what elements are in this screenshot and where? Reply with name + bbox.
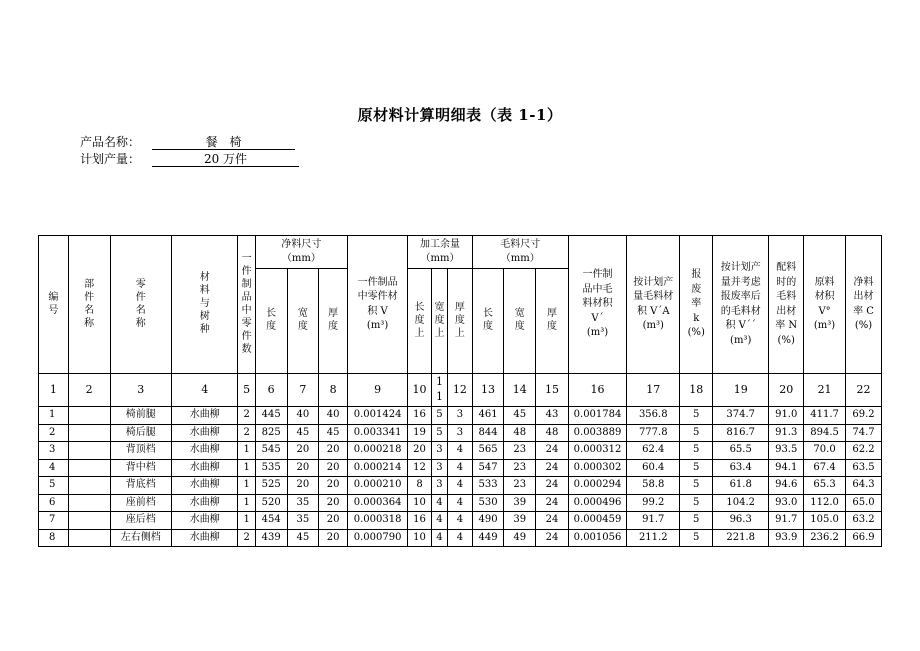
table-cell: 20 (287, 477, 319, 495)
table-cell: 63.4 (713, 459, 769, 477)
table-cell: 4 (431, 512, 447, 530)
table-cell (68, 494, 110, 512)
table-cell: 20 (319, 494, 348, 512)
table-cell: 0.000294 (568, 477, 626, 495)
table-cell: 533 (472, 477, 504, 495)
table-row (39, 494, 882, 512)
column-number: 9 (347, 374, 407, 407)
table-cell: 45 (287, 529, 319, 547)
table-cell: 20 (319, 477, 348, 495)
table-cell: 4 (448, 529, 473, 547)
table-cell: 水曲柳 (171, 459, 237, 477)
table-cell: 左右侧档 (110, 529, 171, 547)
table-cell (68, 442, 110, 460)
table-cell: 水曲柳 (171, 424, 237, 442)
table-cell: 24 (536, 529, 569, 547)
table-cell: 4 (448, 477, 473, 495)
product-name-value: 餐 椅 (152, 136, 295, 150)
table-cell: 水曲柳 (171, 512, 237, 530)
column-number: 3 (110, 374, 171, 407)
table-cell: 1 (238, 494, 255, 512)
column-number: 8 (319, 374, 348, 407)
table-cell: 211.2 (627, 529, 680, 547)
table-cell: 0.000302 (568, 459, 626, 477)
table-cell: 16 (408, 512, 432, 530)
header-cell: 按计划产量毛料材积 V´A (m³) (627, 236, 680, 374)
table-cell: 3 (431, 459, 447, 477)
table-cell: 99.2 (627, 494, 680, 512)
table-cell: 0.001784 (568, 407, 626, 425)
table-cell: 61.8 (713, 477, 769, 495)
table-cell: 70.0 (804, 442, 846, 460)
table-row (39, 477, 882, 495)
table-cell: 10 (408, 494, 432, 512)
table-cell: 94.1 (769, 459, 804, 477)
table-cell: 4 (39, 459, 69, 477)
header-cell: 按计划产量并考虑报废率后的毛料材积 V´´ (m³) (713, 236, 769, 374)
column-number: 19 (713, 374, 769, 407)
header-cell: 长度 (472, 269, 504, 374)
table-cell: 39 (504, 512, 536, 530)
table-cell: 490 (472, 512, 504, 530)
table-cell: 5 (39, 477, 69, 495)
table-cell: 374.7 (713, 407, 769, 425)
table-row (39, 529, 882, 547)
table-cell: 0.000210 (347, 477, 407, 495)
table-cell: 5 (680, 477, 713, 495)
header-cell: 配料时的毛料出材率 N (%) (769, 236, 804, 374)
table-cell: 7 (39, 512, 69, 530)
table-cell: 69.2 (846, 407, 882, 425)
column-number: 4 (171, 374, 237, 407)
table-cell: 411.7 (804, 407, 846, 425)
table-cell: 0.000318 (347, 512, 407, 530)
table-cell: 547 (472, 459, 504, 477)
table-cell: 24 (536, 512, 569, 530)
table-cell: 5 (680, 442, 713, 460)
table-cell: 4 (431, 494, 447, 512)
table-cell: 221.8 (713, 529, 769, 547)
table-cell: 35 (287, 494, 319, 512)
table-cell: 1 (238, 512, 255, 530)
header-cell: 宽度 (504, 269, 536, 374)
table-cell: 0.000218 (347, 442, 407, 460)
table-cell: 65.3 (804, 477, 846, 495)
table-cell: 水曲柳 (171, 477, 237, 495)
table-cell: 2 (238, 424, 255, 442)
table-cell: 1 (39, 407, 69, 425)
table-cell: 16 (408, 407, 432, 425)
table-cell: 20 (319, 512, 348, 530)
table-cell: 5 (680, 512, 713, 530)
table-cell: 0.000496 (568, 494, 626, 512)
table-cell: 23 (504, 459, 536, 477)
table-cell: 91.0 (769, 407, 804, 425)
column-number: 17 (627, 374, 680, 407)
product-name-line (80, 133, 295, 150)
table-cell: 63.2 (846, 512, 882, 530)
table-cell: 777.8 (627, 424, 680, 442)
table-cell: 525 (255, 477, 287, 495)
page-title: 原材料计算明细表（表 1-1） (357, 106, 563, 124)
table-row (39, 407, 882, 425)
column-number: 1 (39, 374, 69, 407)
table-cell: 105.0 (804, 512, 846, 530)
table-cell: 439 (255, 529, 287, 547)
column-number: 22 (846, 374, 882, 407)
table-cell: 530 (472, 494, 504, 512)
header-cell: 长度上 (408, 269, 432, 374)
planned-output-value: 20 万件 (152, 153, 299, 167)
header-cell: 材料与树种 (171, 236, 237, 374)
table-cell: 48 (536, 424, 569, 442)
table-cell: 45 (319, 424, 348, 442)
table-cell: 40 (287, 407, 319, 425)
table-cell: 20 (287, 442, 319, 460)
table-cell: 112.0 (804, 494, 846, 512)
table-cell: 93.0 (769, 494, 804, 512)
table-cell: 96.3 (713, 512, 769, 530)
table-cell: 4 (448, 494, 473, 512)
table-cell: 894.5 (804, 424, 846, 442)
header-cell: 厚度 (319, 269, 348, 374)
table-cell: 座前档 (110, 494, 171, 512)
table-cell: 5 (680, 529, 713, 547)
table-cell: 40 (319, 407, 348, 425)
table-cell: 93.9 (769, 529, 804, 547)
header-cell: 宽度上 (431, 269, 447, 374)
table-row (39, 459, 882, 477)
table-cell: 20 (319, 459, 348, 477)
header-cell: 净料尺寸 （mm） (255, 236, 347, 269)
header-cell: 原料材积 V° (m³) (804, 236, 846, 374)
column-number: 11 (431, 374, 447, 407)
table-cell: 5 (680, 494, 713, 512)
table-cell: 2 (238, 407, 255, 425)
table-cell: 3 (39, 442, 69, 460)
table-cell: 104.2 (713, 494, 769, 512)
table-cell: 背底档 (110, 477, 171, 495)
table-cell: 520 (255, 494, 287, 512)
table-cell: 10 (408, 529, 432, 547)
table-cell: 816.7 (713, 424, 769, 442)
column-number: 13 (472, 374, 504, 407)
table-cell: 23 (504, 442, 536, 460)
table-cell: 844 (472, 424, 504, 442)
header-cell: 一件制品中零件数 (238, 236, 255, 374)
table-cell: 39 (504, 494, 536, 512)
table-cell: 62.4 (627, 442, 680, 460)
column-number: 7 (287, 374, 319, 407)
table-cell (68, 512, 110, 530)
table-cell: 825 (255, 424, 287, 442)
header-cell: 长度 (255, 269, 287, 374)
table-cell: 461 (472, 407, 504, 425)
table-cell: 3 (448, 424, 473, 442)
table-cell: 8 (39, 529, 69, 547)
table-row (39, 424, 882, 442)
table-cell: 24 (536, 442, 569, 460)
table-cell: 23 (504, 477, 536, 495)
table-cell: 60.4 (627, 459, 680, 477)
table-cell: 0.000790 (347, 529, 407, 547)
table-cell: 1 (238, 459, 255, 477)
table-cell: 5 (431, 424, 447, 442)
table-cell: 24 (536, 477, 569, 495)
table-cell: 91.7 (627, 512, 680, 530)
table-cell: 65.5 (713, 442, 769, 460)
table-cell: 座后档 (110, 512, 171, 530)
table-cell: 3 (431, 442, 447, 460)
table-cell: 0.000312 (568, 442, 626, 460)
table-cell: 4 (448, 512, 473, 530)
table-row (39, 442, 882, 460)
table-cell: 0.000459 (568, 512, 626, 530)
table-cell: 0.000364 (347, 494, 407, 512)
table-cell: 水曲柳 (171, 494, 237, 512)
table-cell: 椅后腿 (110, 424, 171, 442)
column-number: 14 (504, 374, 536, 407)
table-cell: 45 (287, 424, 319, 442)
table-cell: 24 (536, 459, 569, 477)
header-cell: 加工余量 （mm） (408, 236, 472, 269)
table-cell: 0.003341 (347, 424, 407, 442)
table-cell (68, 424, 110, 442)
table-cell: 93.5 (769, 442, 804, 460)
table-cell: 35 (287, 512, 319, 530)
table-cell: 19 (408, 424, 432, 442)
table-cell: 565 (472, 442, 504, 460)
table-cell: 5 (680, 459, 713, 477)
table-cell: 背中档 (110, 459, 171, 477)
table-cell: 3 (431, 477, 447, 495)
column-number: 2 (68, 374, 110, 407)
column-number: 6 (255, 374, 287, 407)
table-cell: 94.6 (769, 477, 804, 495)
table-cell: 3 (448, 407, 473, 425)
header-cell: 宽度 (287, 269, 319, 374)
table-cell: 20 (319, 529, 348, 547)
table-cell: 5 (680, 424, 713, 442)
material-table (38, 235, 882, 547)
header-cell: 零件名称 (110, 236, 171, 374)
table-cell: 63.5 (846, 459, 882, 477)
header-cell: 毛料尺寸 （mm） (472, 236, 568, 269)
column-number: 15 (536, 374, 569, 407)
table-cell: 2 (238, 529, 255, 547)
table-cell: 535 (255, 459, 287, 477)
table-cell: 45 (504, 407, 536, 425)
product-name-label: 产品名称： (80, 135, 141, 149)
column-number: 5 (238, 374, 255, 407)
table-cell: 62.2 (846, 442, 882, 460)
table-cell: 水曲柳 (171, 529, 237, 547)
column-number: 20 (769, 374, 804, 407)
table-cell: 0.001424 (347, 407, 407, 425)
header-cell: 净料出材率 C (%) (846, 236, 882, 374)
table-cell: 449 (472, 529, 504, 547)
table-cell: 12 (408, 459, 432, 477)
table-cell: 5 (680, 407, 713, 425)
table-cell: 356.8 (627, 407, 680, 425)
table-cell: 67.4 (804, 459, 846, 477)
table-cell (68, 407, 110, 425)
table-cell: 椅前腿 (110, 407, 171, 425)
table-cell: 48 (504, 424, 536, 442)
table-cell: 91.3 (769, 424, 804, 442)
planned-output-line (80, 150, 299, 167)
table-cell: 74.7 (846, 424, 882, 442)
table-cell: 0.001056 (568, 529, 626, 547)
header-cell: 报废率 k (%) (680, 236, 713, 374)
table-row (39, 512, 882, 530)
table-cell: 6 (39, 494, 69, 512)
table-cell: 4 (431, 529, 447, 547)
table-cell: 背顶档 (110, 442, 171, 460)
header-cell: 一件制品中零件材积 V (m³) (347, 236, 407, 374)
table-cell: 454 (255, 512, 287, 530)
column-number: 18 (680, 374, 713, 407)
column-number: 16 (568, 374, 626, 407)
table-cell: 0.000214 (347, 459, 407, 477)
table-cell: 1 (238, 477, 255, 495)
planned-output-label: 计划产量： (80, 152, 141, 166)
header-cell: 厚度上 (448, 269, 473, 374)
table-body (39, 407, 882, 547)
table-cell: 水曲柳 (171, 442, 237, 460)
table-cell: 5 (431, 407, 447, 425)
table-cell: 64.3 (846, 477, 882, 495)
table-cell: 20 (408, 442, 432, 460)
table-cell: 58.8 (627, 477, 680, 495)
table-cell: 49 (504, 529, 536, 547)
table-cell: 66.9 (846, 529, 882, 547)
table-cell: 236.2 (804, 529, 846, 547)
table-cell: 4 (448, 459, 473, 477)
column-number: 10 (408, 374, 432, 407)
table-cell (68, 477, 110, 495)
table-cell: 8 (408, 477, 432, 495)
column-number: 12 (448, 374, 473, 407)
header-cell: 编号 (39, 236, 69, 374)
column-number-row (39, 374, 882, 407)
header-cell: 厚度 (536, 269, 569, 374)
table-cell: 20 (319, 442, 348, 460)
header-cell: 部件名称 (68, 236, 110, 374)
table-cell: 1 (238, 442, 255, 460)
table-cell: 0.003889 (568, 424, 626, 442)
table-cell: 545 (255, 442, 287, 460)
table-cell (68, 529, 110, 547)
table-cell: 2 (39, 424, 69, 442)
table-cell: 43 (536, 407, 569, 425)
table-cell: 24 (536, 494, 569, 512)
table-cell: 91.7 (769, 512, 804, 530)
table-cell (68, 459, 110, 477)
column-number: 21 (804, 374, 846, 407)
table-cell: 4 (448, 442, 473, 460)
table-cell: 20 (287, 459, 319, 477)
table-cell: 水曲柳 (171, 407, 237, 425)
table-cell: 445 (255, 407, 287, 425)
table-cell: 65.0 (846, 494, 882, 512)
header-cell: 一件制品中毛料材积 V´ (m³) (568, 236, 626, 374)
